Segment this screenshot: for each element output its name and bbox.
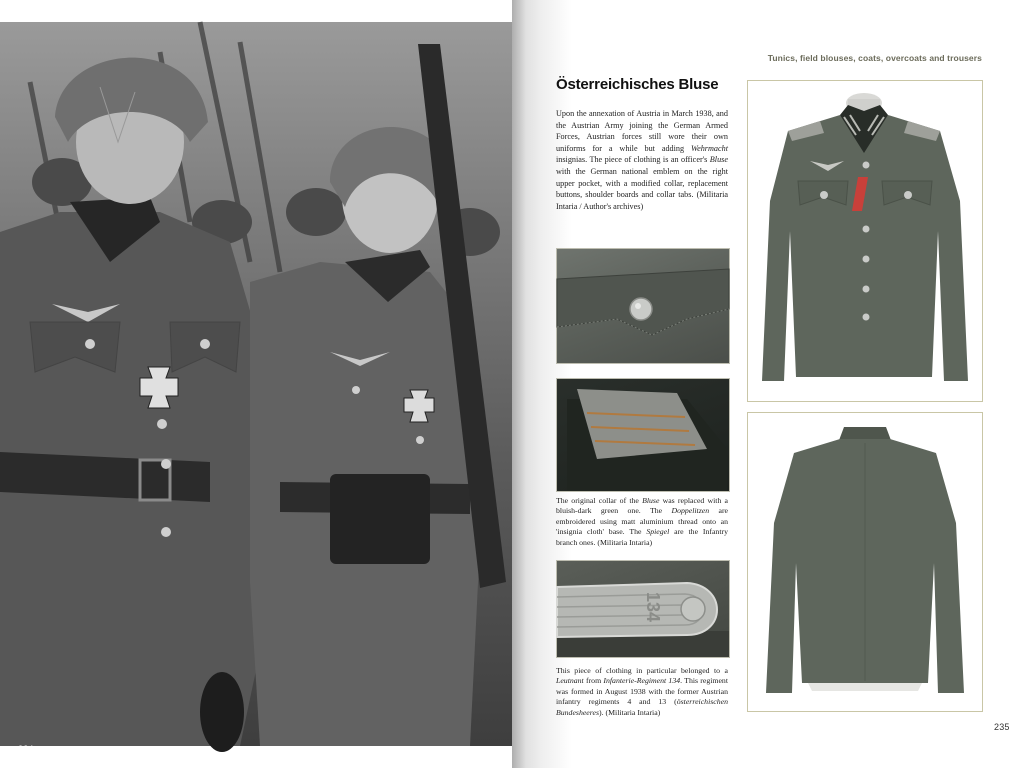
caption-part: The original collar of the	[556, 496, 643, 505]
body-text-emphasis: Bluse	[709, 155, 728, 165]
caption-part: ). (Militaria Intaria)	[599, 707, 661, 717]
body-text-part: Upon the annexation of Austria in March 1938, and the Austrian Army joining the German Armed Forces, Austrian forces still wore their own uniforms for a while but adding	[556, 109, 728, 153]
body-text-part: insignias. The piece of clothing is an officer's	[556, 155, 710, 165]
body-text-part: with the German national emblem on the right upper pocket, with a modified collar, replacement buttons, shoulder boards and collar tabs. (Militaria Intaria / Author's archives)	[556, 166, 728, 211]
caption-part: This piece of clothing in particular belonged to a	[556, 666, 728, 675]
caption-emphasis: Bluse	[642, 496, 660, 505]
caption-part: . This regiment was formed in August 1938 with the former Austrian infantry regiments 4 and 13 (	[556, 676, 728, 707]
collar-tab-illustration	[557, 379, 729, 491]
marching-soldiers-photo	[0, 22, 512, 754]
caption-emphasis: österreichischen Bundesheeres	[556, 697, 728, 717]
page-number-left: 234	[18, 744, 34, 754]
caption-emphasis: Doppelitzen	[671, 506, 710, 516]
gutter-shadow	[512, 0, 526, 768]
shoulder-board-number: 134	[643, 591, 663, 623]
caption-emphasis: Spiegel	[646, 527, 670, 537]
running-head: Tunics, field blouses, coats, overcoats and trousers	[767, 53, 982, 63]
tunic-back-illustration	[748, 413, 982, 711]
caption-part: was replaced with a bluish-dark green one. The	[556, 496, 728, 516]
body-text	[556, 108, 728, 212]
tunic-back-photo	[747, 412, 983, 712]
caption-part: are embroidered using matt aluminium thread onto an 'insignia cloth' base. The	[556, 506, 728, 537]
shoulder-board-illustration	[557, 561, 729, 657]
caption-emphasis: Leutnant	[556, 676, 584, 686]
page-number-right: 235	[994, 722, 1010, 732]
pocket-button-detail	[556, 248, 730, 364]
tunic-front-photo	[747, 80, 983, 402]
photo-illustration	[0, 22, 512, 746]
shoulder-board-detail	[556, 560, 730, 658]
collar-tab-detail	[556, 378, 730, 492]
caption-part: from	[583, 676, 604, 686]
caption-emphasis: Infanterie-Regiment 134	[603, 676, 681, 686]
caption-collar	[556, 496, 728, 548]
caption-part: are the Infantry branch ones. (Militaria Intaria)	[556, 527, 728, 547]
tunic-front-illustration	[748, 81, 982, 401]
section-title: Österreichisches Bluse	[556, 76, 719, 93]
pocket-illustration	[557, 249, 729, 363]
caption-shoulder	[556, 666, 728, 718]
body-text-emphasis: Wehrmacht	[691, 143, 728, 153]
